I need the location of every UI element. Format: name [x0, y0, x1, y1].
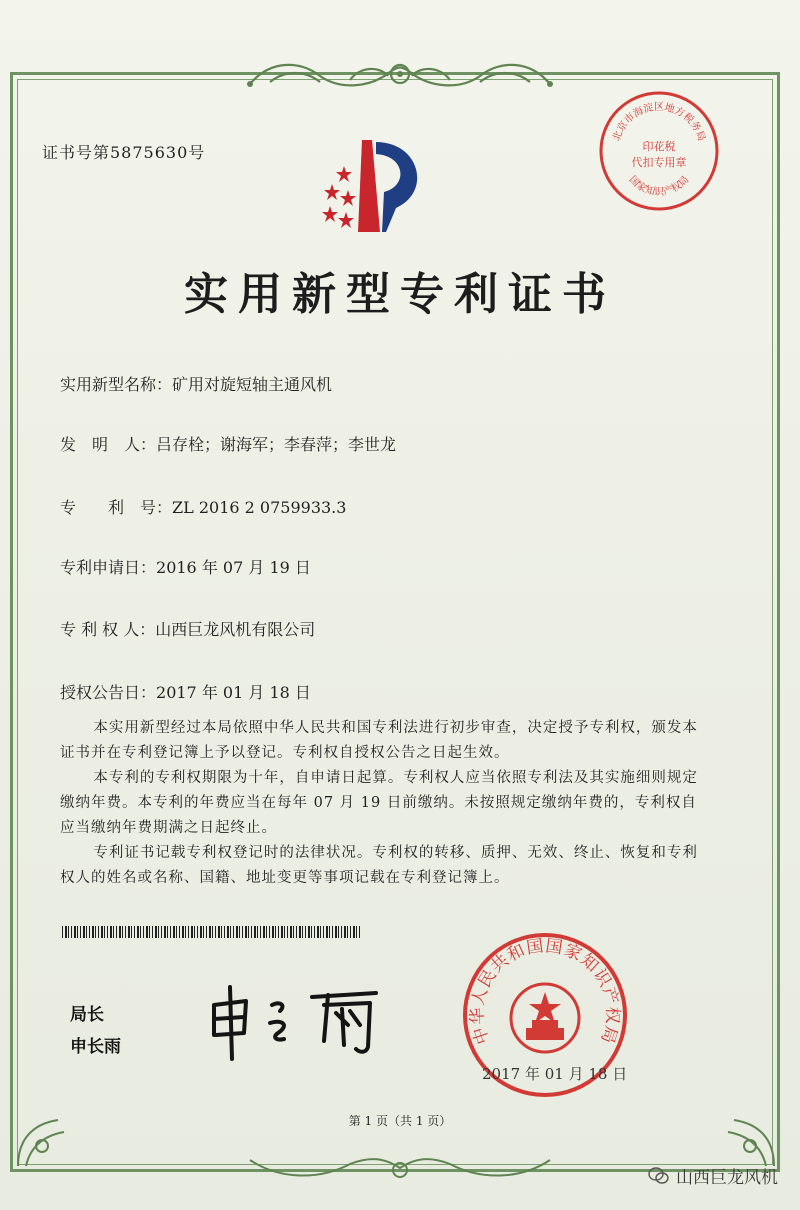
field-label: 专 利 号： — [60, 498, 173, 517]
field-utility-name — [60, 372, 332, 395]
field-grant-date — [60, 680, 311, 703]
certificate-number: 证书号第5875630号 — [42, 143, 206, 162]
corner-ornament-icon — [700, 1100, 780, 1172]
barcode — [62, 926, 362, 938]
top-ornament-icon — [230, 52, 570, 98]
corner-ornament-icon — [12, 1100, 92, 1172]
field-label: 实用新型名称： — [60, 375, 173, 394]
paragraph: 本专利的专利权期限为十年，自申请日起算。专利权人应当依照专利法及其实施细则规定缴纳年费。本专利的年费应当在每年 07 月 19 日前缴纳。未按照规定缴纳年费的，专利权自应当缴纳年费期满之日起终止。 — [60, 770, 698, 836]
field-label: 授权公告日： — [60, 683, 157, 702]
field-label: 发 明 人： — [60, 435, 157, 454]
field-value: ZL 2016 2 0759933.3 — [172, 498, 347, 517]
certificate-title: 实用新型专利证书 — [184, 269, 616, 320]
watermark-text: 山西巨龙风机 — [676, 1168, 778, 1188]
field-label: 专利申请日： — [60, 558, 157, 577]
field-patentee — [60, 617, 315, 640]
field-patent-number — [60, 495, 346, 518]
stamp-date: 2017 年 01 月 18 日 — [482, 1065, 628, 1083]
watermark — [648, 1163, 778, 1188]
bottom-ornament-icon — [230, 1150, 570, 1190]
signature-name: 申长雨 — [70, 1037, 121, 1057]
field-value: 矿用对旋短轴主通风机 — [172, 375, 333, 394]
patent-office-logo-icon — [310, 132, 450, 242]
field-label: 专 利 权 人： — [60, 620, 156, 639]
field-value: 2016 年 07 月 19 日 — [156, 558, 311, 577]
svg-text:代扣专用章: 代扣专用章 — [631, 156, 687, 169]
svg-text:印花税: 印花税 — [642, 140, 676, 153]
field-value: 2017 年 01 月 18 日 — [156, 683, 311, 702]
paragraph: 专利证书记载专利权登记时的法律状况。专利权的转移、质押、无效、终止、恢复和专利权人的姓名或名称、国籍、地址变更等事项记载在专利登记簿上。 — [60, 845, 698, 886]
page-number: 第 1 页（共 1 页） — [348, 1114, 452, 1128]
wechat-icon — [648, 1167, 670, 1185]
svg-text:中华人民共和国国家知识产权局: 中华人民共和国国家知识产权局 — [467, 936, 623, 1047]
legal-text — [60, 716, 700, 891]
svg-text:国家知识产权局: 国家知识产权局 — [626, 174, 692, 198]
signature-title: 局长 — [70, 1005, 104, 1025]
handwritten-signature — [200, 975, 390, 1065]
field-value: 山西巨龙风机有限公司 — [155, 620, 316, 639]
field-application-date — [60, 555, 311, 578]
paragraph: 本实用新型经过本局依照中华人民共和国专利法进行初步审查，决定授予专利权，颁发本证书并在专利登记簿上予以登记。专利权自授权公告之日起生效。 — [60, 720, 698, 761]
tax-stamp-icon — [596, 88, 722, 214]
field-inventors — [60, 432, 396, 455]
field-value: 吕存栓；谢海军；李春萍；李世龙 — [156, 435, 397, 454]
svg-text:北京市海淀区地方税务局: 北京市海淀区地方税务局 — [611, 102, 707, 143]
